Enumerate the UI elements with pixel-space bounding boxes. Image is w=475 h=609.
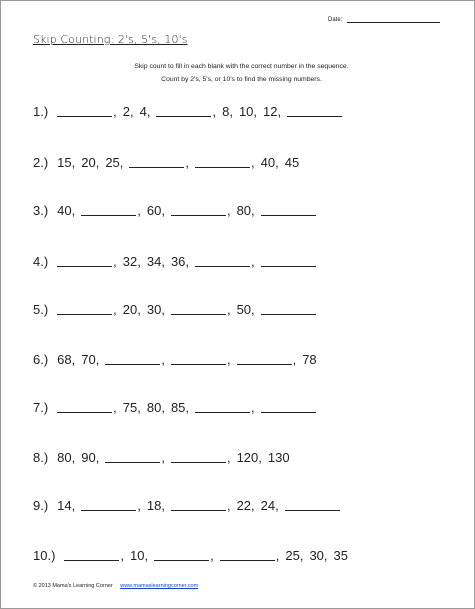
sequence-number: 80, [236,203,255,218]
separator: , [161,352,165,367]
answer-blank[interactable] [171,303,226,315]
answer-blank[interactable] [171,499,226,511]
separator: , [113,302,117,317]
sequence-number: 18, [146,498,165,513]
sequence-number: 30, [309,548,328,563]
answer-blank[interactable] [105,451,160,463]
answer-blank[interactable] [57,303,112,315]
sequence-number: 25, [285,548,304,563]
sequence-number: 40, [260,155,279,170]
separator: , [251,400,255,415]
answer-blank[interactable] [171,353,226,365]
separator: , [226,352,231,367]
problem-row-4 [33,254,316,269]
instruction-line-2: Count by 2's, 5's, or 10's to find the missing numbers. [161,75,322,83]
sequence-number: 20, [81,155,100,170]
answer-blank[interactable] [64,549,119,561]
sequence-number: 8, [222,104,233,119]
sequence-number: 2, [122,104,134,119]
answer-blank[interactable] [220,549,275,561]
separator: , [251,155,255,170]
problem-number: 6.) [33,352,49,367]
separator: , [210,548,214,563]
footer [33,583,198,589]
sequence-number: 30, [146,302,165,317]
answer-blank[interactable] [195,401,250,413]
sequence-number: 25, [105,155,124,170]
sequence-number: 22, [236,498,255,513]
problem-number: 2.) [33,155,49,170]
answer-blank[interactable] [171,204,226,216]
separator: , [226,203,231,218]
separator: , [212,104,217,119]
problem-number: 9.) [33,498,49,513]
answer-blank[interactable] [285,499,340,511]
answer-blank[interactable] [105,353,160,365]
problem-row-6 [33,352,317,367]
problem-row-5 [33,302,316,317]
answer-blank[interactable] [57,255,112,267]
sequence-number: 10, [238,104,258,119]
date-blank[interactable] [347,15,440,23]
problem-row-7 [33,400,316,415]
answer-blank[interactable] [261,255,316,267]
sequence-number: 12, [263,104,282,119]
sequence-number: 70, [81,352,100,367]
separator: , [251,254,255,269]
problem-number: 1.) [33,104,49,119]
sequence-number: 40, [57,203,76,218]
problem-number: 3.) [33,203,49,218]
answer-blank[interactable] [195,156,250,168]
sequence-number: 34, [146,254,165,269]
answer-blank[interactable] [171,451,226,463]
problem-row-3 [33,203,316,218]
separator: , [226,498,231,513]
answer-blank[interactable] [154,549,209,561]
separator: , [226,302,231,317]
sequence-number: 36, [170,254,190,269]
sequence-number: 4, [139,104,151,119]
date-label: Date: [328,17,343,23]
footer-copyright: © 2013 Mama's Learning Corner [33,583,113,589]
sequence-number: 20, [122,302,141,317]
problem-row-10 [33,548,348,563]
problem-row-8 [33,450,290,465]
separator: , [120,548,125,563]
separator: , [292,352,297,367]
problem-number: 8.) [33,450,49,465]
answer-blank[interactable] [156,105,211,117]
separator: , [137,498,141,513]
separator: , [161,450,165,465]
sequence-number: 45 [284,155,300,170]
problem-row-2 [33,155,299,170]
sequence-number: 24, [260,498,279,513]
worksheet-title: Skip Counting: 2's, 5's, 10's [33,33,188,46]
sequence-number: 60, [146,203,165,218]
separator: , [185,155,190,170]
instructions [0,61,475,86]
separator: , [113,400,117,415]
problem-row-9 [33,498,340,513]
sequence-number: 120, [236,450,262,465]
instruction-line-1: Skip count to fill in each blank with the correct number in the sequence. [134,63,349,70]
sequence-number: 90, [81,450,100,465]
answer-blank[interactable] [57,401,112,413]
answer-blank[interactable] [261,401,316,413]
separator: , [275,548,280,563]
sequence-number: 80, [57,450,76,465]
sequence-number: 68, [57,352,76,367]
sequence-number: 80, [146,400,165,415]
answer-blank[interactable] [287,105,342,117]
sequence-number: 10, [130,548,149,563]
separator: , [113,254,117,269]
problem-number: 10.) [33,548,56,563]
answer-blank[interactable] [81,499,136,511]
problem-number: 7.) [33,400,49,415]
problem-row-1 [33,104,342,119]
answer-blank[interactable] [237,353,292,365]
answer-blank[interactable] [81,204,136,216]
separator: , [137,203,141,218]
separator: , [226,450,231,465]
answer-blank[interactable] [195,255,250,267]
date-field [328,15,440,23]
sequence-number: 85, [170,400,190,415]
answer-blank[interactable] [129,156,184,168]
sequence-number: 130 [267,450,290,465]
sequence-number: 14, [57,498,76,513]
footer-link[interactable]: www.mamaslearningcorner.com [120,583,199,589]
answer-blank[interactable] [261,204,316,216]
answer-blank[interactable] [57,105,112,117]
problem-number: 4.) [33,254,49,269]
sequence-number: 15, [57,155,76,170]
separator: , [113,104,117,119]
sequence-number: 78 [302,352,317,367]
sequence-number: 50, [236,302,255,317]
sequence-number: 32, [122,254,141,269]
answer-blank[interactable] [261,303,316,315]
problem-number: 5.) [33,302,49,317]
sequence-number: 35 [333,548,348,563]
sequence-number: 75, [122,400,141,415]
